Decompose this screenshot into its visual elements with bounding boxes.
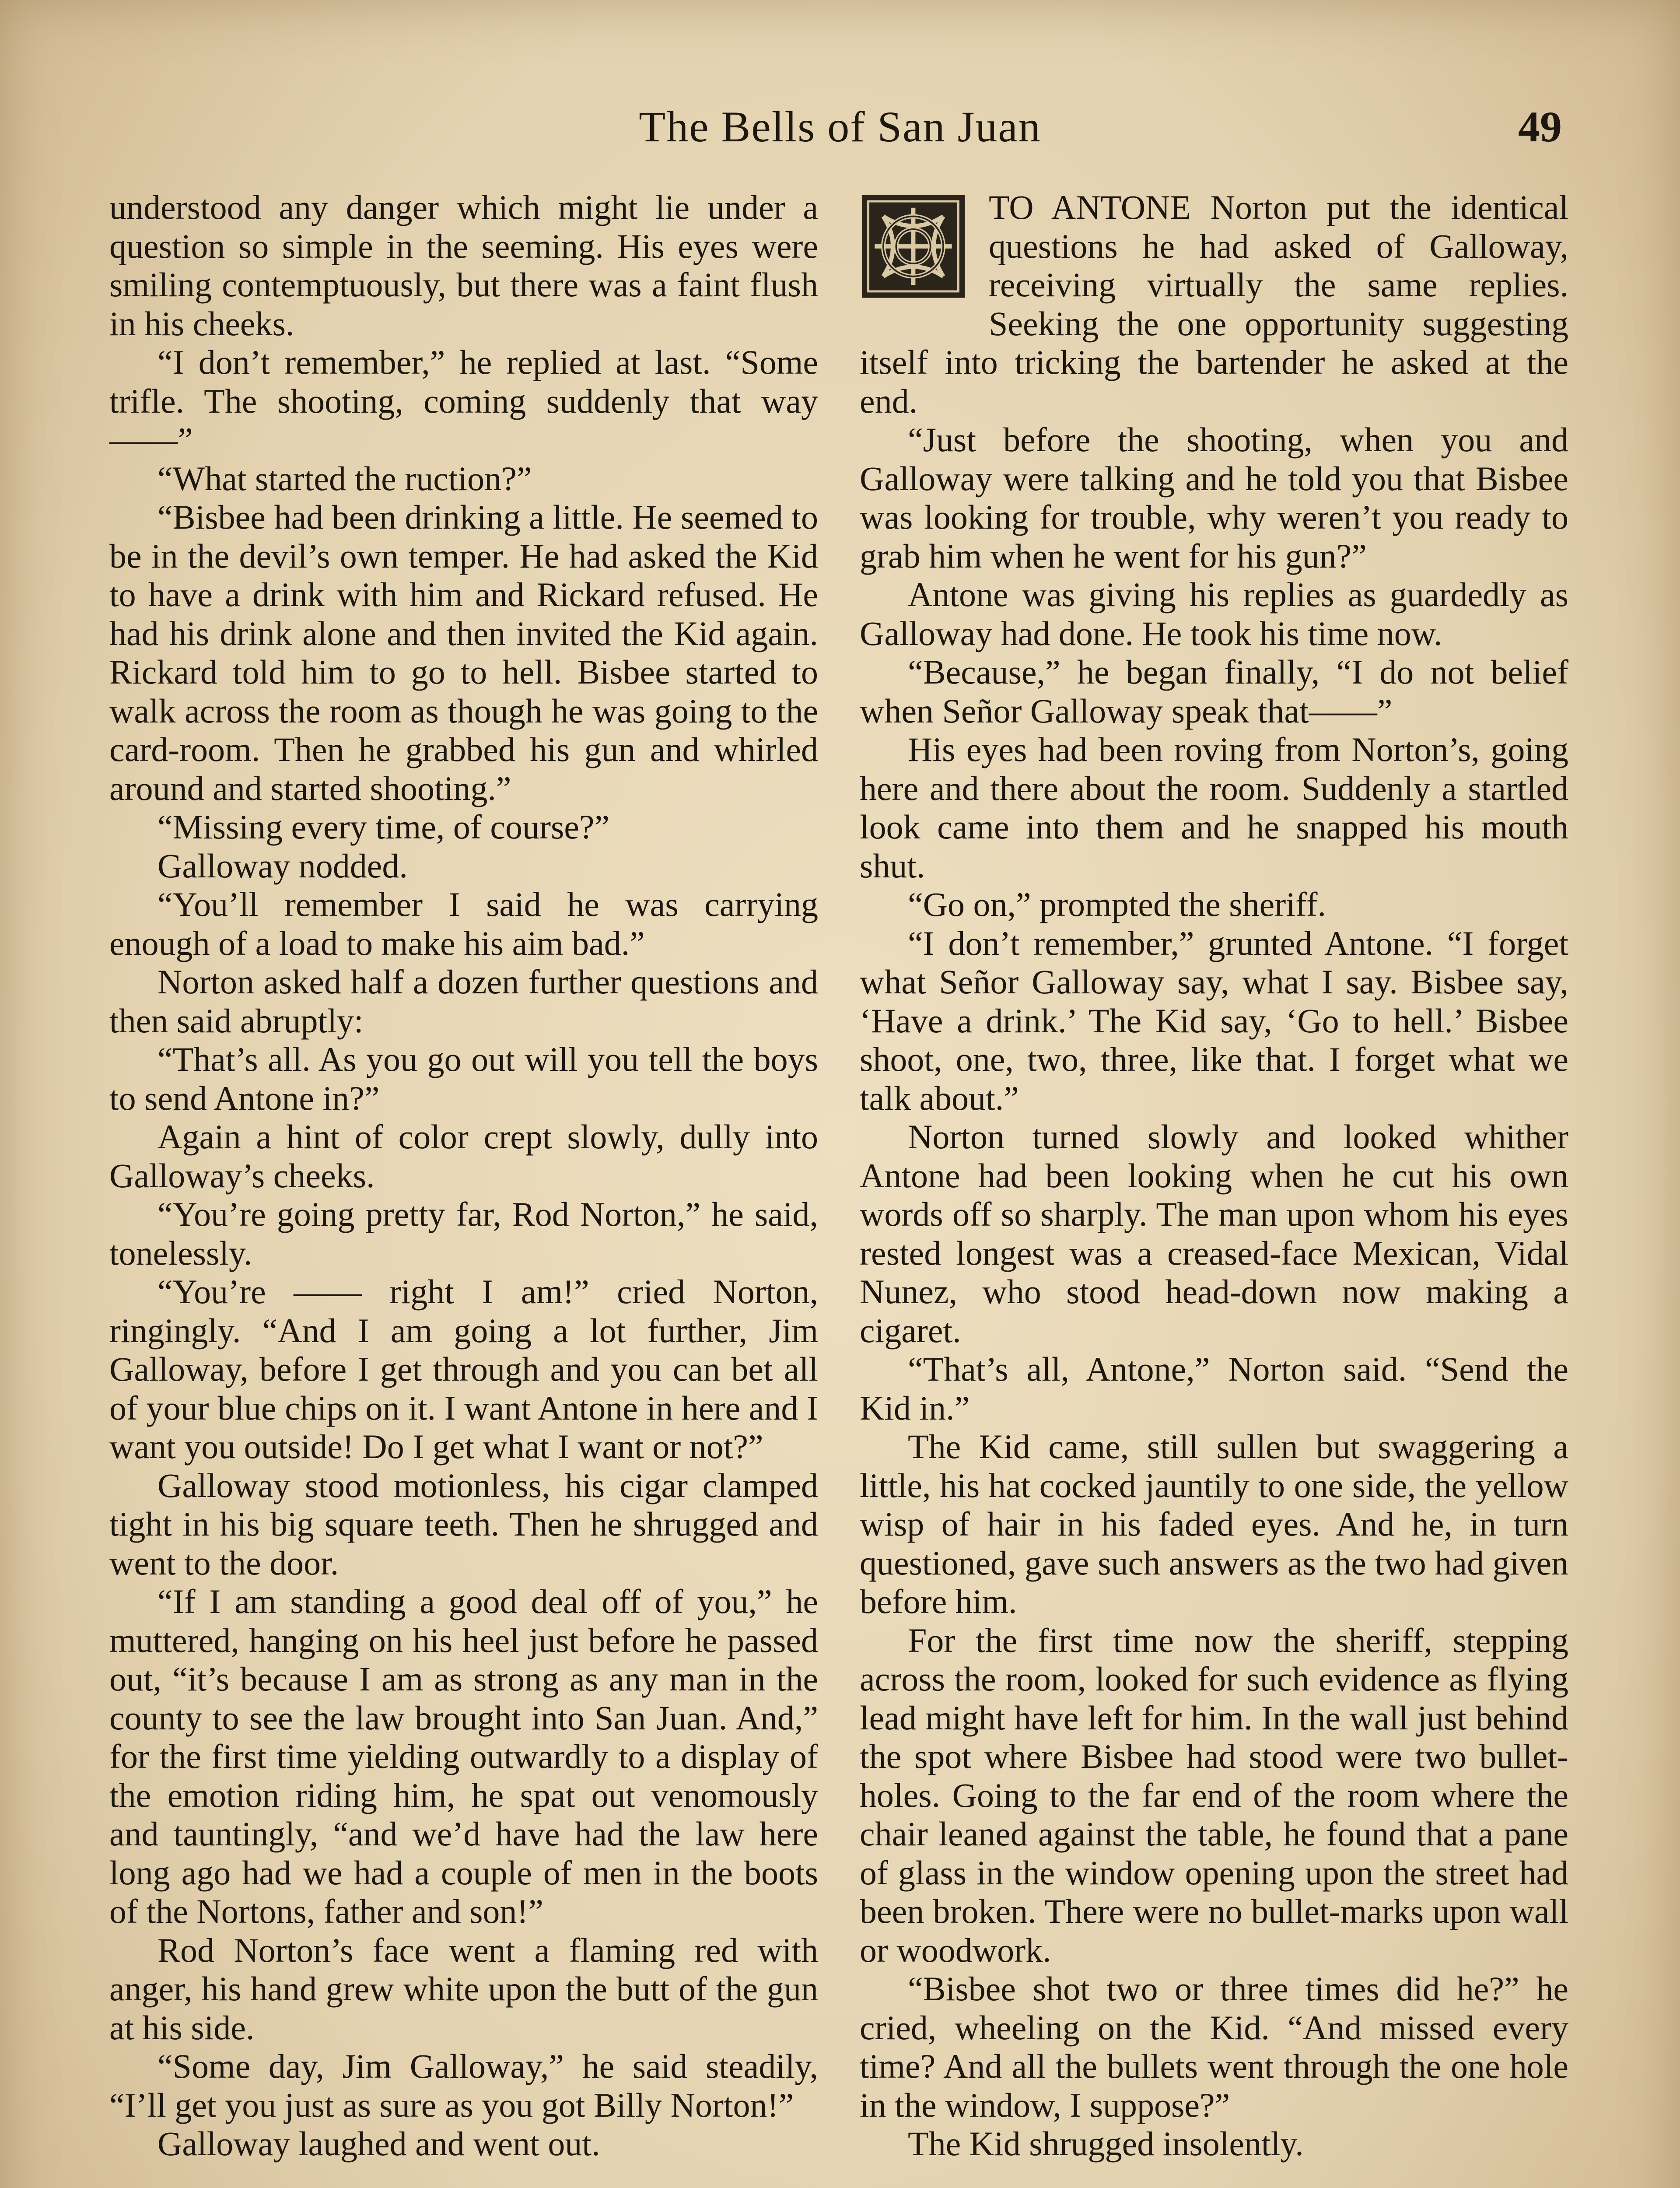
paragraph: “Go on,” prompted the sheriff. bbox=[908, 885, 1326, 923]
paragraph: For the first time now the sheriff, stepping across the room, looked for such evidence as flying lead might have left for him. In the wall just behind the spot where Bisbee had stood were two bullet-holes. Going to the far end of the room where the chair leaned against the table, he found that a pane of glass in the window opening upon the street had been broken. There were no bullet-marks upon wall or woodwork. bbox=[860, 1621, 1568, 1969]
left-column bbox=[109, 188, 818, 2163]
paragraph: Galloway stood motionless, his cigar clamped tight in his big square teeth. Then he shrugged and went to the door. bbox=[109, 1466, 818, 1582]
paragraph: Rod Norton’s face went a flaming red with anger, his hand grew white upon the butt of the gun at his side. bbox=[109, 1931, 818, 2047]
paragraph: “Missing every time, of course?” bbox=[158, 808, 610, 846]
paragraph: “That’s all. As you go out will you tell the boys to send Antone in?” bbox=[109, 1040, 818, 1117]
paragraph: Galloway laughed and went out. bbox=[158, 2125, 600, 2163]
paragraph: Again a hint of color crept slowly, dully into Galloway’s cheeks. bbox=[109, 1118, 818, 1195]
paragraph: “Bisbee shot two or three times did he?” he cried, wheeling on the Kid. “And missed every time? And all the bullets went through the one hole in the window, I suppose?” bbox=[860, 1970, 1568, 2124]
paragraph: “You’re going pretty far, Rod Norton,” he said, tonelessly. bbox=[109, 1195, 818, 1272]
page-number: 49 bbox=[1518, 102, 1562, 151]
paragraph: “What started the ruction?” bbox=[158, 459, 532, 498]
section-opening bbox=[860, 188, 1568, 421]
paragraph: “You’ll remember I said he was carrying enough of a load to make his aim bad.” bbox=[109, 885, 818, 962]
paragraph: Antone was giving his replies as guardedly as Galloway had done. He took his time now. bbox=[860, 575, 1568, 652]
paragraph: His eyes had been roving from Norton’s, going here and there about the room. Suddenly a startled look came into them and he snapped his mouth shut. bbox=[860, 730, 1568, 885]
paragraph: “You’re —— right I am!” cried Norton, ringingly. “And I am going a lot further, Jim Galloway, before I get through and you can bet all of your blue chips on it. I want Antone in here and I want you outside! Do I get what I want or not?” bbox=[109, 1273, 818, 1466]
opening-paragraph: TO ANTONE Norton put the identical questions he had asked of Galloway, receiving virtually the same replies. Seeking the one opportunity suggesting itself into tricking the bartender he asked at the end. bbox=[860, 188, 1568, 420]
right-column bbox=[860, 188, 1568, 2163]
running-header bbox=[0, 92, 1680, 162]
paragraph: “If I am standing a good deal off of you,” he muttered, hanging on his heel just before he passed out, “it’s because I am as strong as any man in the county to see the law brought into San Juan. And,” for the first time yielding outwardly to a display of the emotion riding him, he spat out venomously and tauntingly, “and we’d have had the law here long ago had we had a couple of men in the boots of the Nortons, father and son!” bbox=[109, 1582, 818, 1930]
paragraph: The Kid shrugged insolently. bbox=[908, 2125, 1304, 2163]
paragraph: “Just before the shooting, when you and Galloway were talking and he told you that Bisbee was looking for trouble, why weren’t you ready to grab him when he went for his gun?” bbox=[860, 421, 1568, 575]
paragraph: Galloway nodded. bbox=[158, 846, 408, 885]
paragraph: “Bisbee had been drinking a little. He seemed to be in the devil’s own temper. He had asked the Kid to have a drink with him and Rickard refused. He had his drink alone and then invited the Kid again. Rickard told him to go to hell. Bisbee started to walk across the room as though he was going to the card-room. Then he grabbed his gun and whirled around and started shooting.” bbox=[109, 498, 818, 807]
paragraph: understood any danger which might lie under a question so simple in the seeming. His eyes were smiling contemptuously, but there was a faint flush in his cheeks. bbox=[109, 188, 818, 343]
celtic-knot-ornament-icon bbox=[860, 192, 967, 301]
paragraph: “I don’t remember,” grunted Antone. “I forget what Señor Galloway say, what I say. Bisbee say, ‘Have a drink.’ The Kid say, ‘Go to hell.’ Bisbee shoot, one, two, three, like that. I forget what we talk about.” bbox=[860, 924, 1568, 1117]
paragraph: “That’s all, Antone,” Norton said. “Send the Kid in.” bbox=[860, 1350, 1568, 1427]
paragraph: Norton turned slowly and looked whither Antone had been looking when he cut his own words off so sharply. The man upon whom his eyes rested longest was a creased-face Mexican, Vidal Nunez, who stood head-down now making a cigaret. bbox=[860, 1118, 1568, 1350]
running-title: The Bells of San Juan bbox=[639, 102, 1041, 151]
paragraph: The Kid came, still sullen but swaggering a little, his hat cocked jauntily to one side, the yellow wisp of hair in his faded eyes. And he, in turn questioned, gave such answers as the two had given before him. bbox=[860, 1427, 1568, 1620]
paragraph: Norton asked half a dozen further questions and then said abruptly: bbox=[109, 963, 818, 1040]
paragraph: “Because,” he began finally, “I do not belief when Señor Galloway speak that——” bbox=[860, 653, 1568, 730]
paragraph: “I don’t remember,” he replied at last. “Some trifle. The shooting, coming suddenly that way——” bbox=[109, 343, 818, 459]
paragraph: “Some day, Jim Galloway,” he said steadily, “I’ll get you just as sure as you got Billy Norton!” bbox=[109, 2047, 818, 2124]
